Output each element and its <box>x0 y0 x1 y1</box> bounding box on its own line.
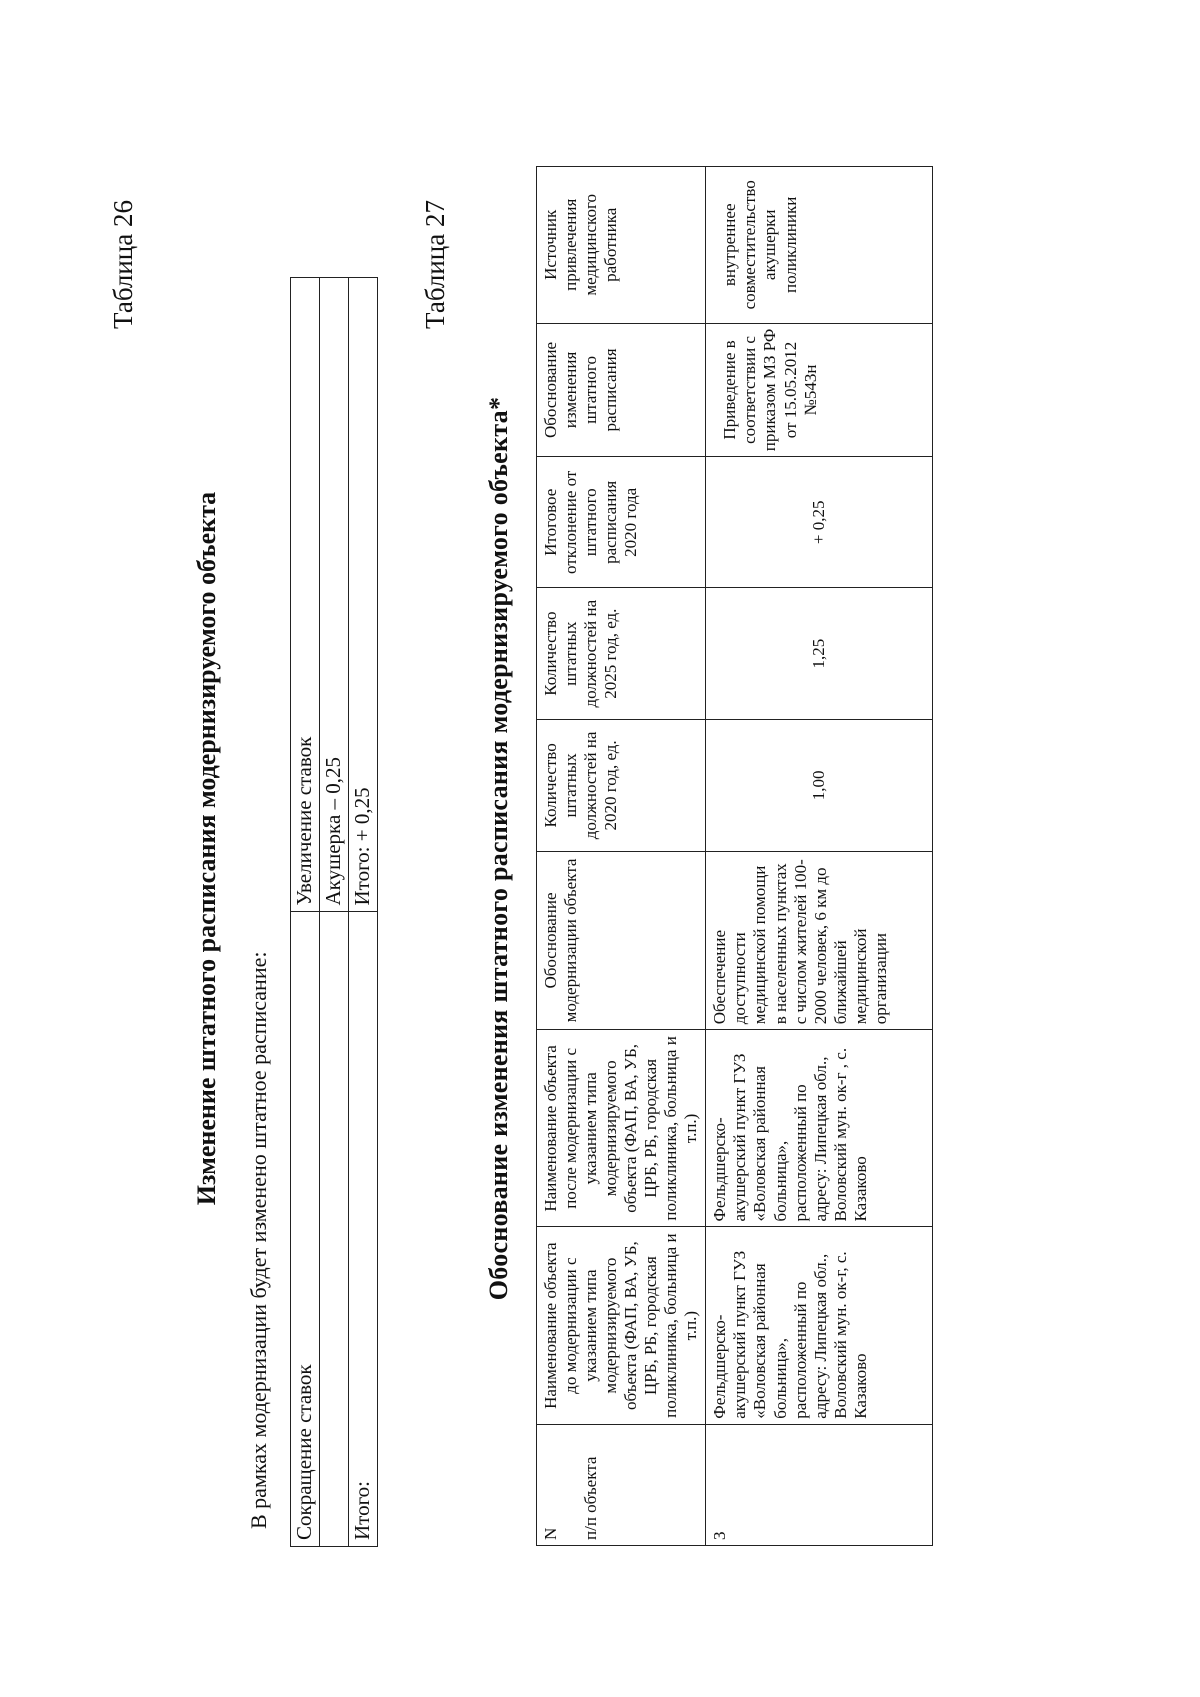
header-cell-number: N п/п объекта <box>537 1424 706 1545</box>
cell-count-2025: 1,25 <box>706 588 933 720</box>
header-cell-source: Источник привлечения медицинского работника <box>537 167 706 324</box>
header-cell-count-2025: Количество штатных должностей на 2025 год, ед. <box>537 588 706 720</box>
cell-count-2020: 1,00 <box>706 720 933 852</box>
table-26-title: Изменение штатного расписания модернизируемого объекта <box>192 491 221 1206</box>
table-row <box>291 278 320 1547</box>
table-cell: Акушерка – 0,25 <box>320 278 349 913</box>
cell-source: внутреннее совместительство акушерки поликлиники <box>706 167 933 324</box>
table-row <box>349 278 378 1547</box>
table-row <box>706 167 933 1546</box>
cell-after: Фельдшерско-акушерский пункт ГУЗ «Воловская районная больница», расположенный по адресу: Липецкая обл., Воловский мун. ок-г , с. Казаково <box>706 1030 933 1227</box>
cell-before: Фельдшерско-акушерский пункт ГУЗ «Воловская районная больница», расположенный по адресу: Липецкая обл., Воловский мун. ок-г, с. Казаково <box>706 1227 933 1424</box>
table-cell <box>320 912 349 1547</box>
table-27-title: Обоснование изменения штатного расписания модернизируемого объекта* <box>484 396 513 1301</box>
table-cell: Итого: <box>349 912 378 1547</box>
header-cell-before: Наименование объекта до модернизации с указанием типа модернизируемого объекта (ФАП, ВА, УБ, ЦРБ, РБ, городская поликлиника, больница и т.п.) <box>537 1227 706 1424</box>
staff-justification-table <box>536 166 933 1546</box>
header-cell-reason: Обоснование модернизации объекта <box>537 851 706 1029</box>
table-26-intro: В рамках модернизации будет изменено штатное расписание: <box>246 951 271 1529</box>
table-row <box>320 278 349 1547</box>
cell-reason: Обеспечение доступности медицинской помощи в населенных пунктах с числом жителей 100-2000 человек, 6 км до ближайшей медицинской организации <box>706 851 933 1029</box>
header-cell-basis: Обоснование изменения штатного расписания <box>537 323 706 457</box>
table-cell: Сокращение ставок <box>291 912 320 1547</box>
cell-deviation: + 0,25 <box>706 457 933 588</box>
table-cell: Итого: + 0,25 <box>349 278 378 913</box>
table-27-caption: Таблица 27 <box>420 200 450 329</box>
header-cell-after: Наименование объекта после модернизации с указанием типа модернизируемого объекта (ФАП, ВА, УБ, ЦРБ, РБ, городская поликлиника, больница и т.п.) <box>537 1030 706 1227</box>
table-cell: Увеличение ставок <box>291 278 320 913</box>
header-cell-deviation: Итоговое отклонение от штатного расписания 2020 года <box>537 457 706 588</box>
header-cell-count-2020: Количество штатных должностей на 2020 год, ед. <box>537 720 706 852</box>
staff-change-table <box>290 277 378 1547</box>
table-26-caption: Таблица 26 <box>108 200 138 329</box>
table-header-row <box>537 167 706 1546</box>
cell-basis: Приведение в соответствии с приказом МЗ РФ от 15.05.2012 №543н <box>706 323 933 457</box>
cell-number: 3 <box>706 1424 933 1545</box>
